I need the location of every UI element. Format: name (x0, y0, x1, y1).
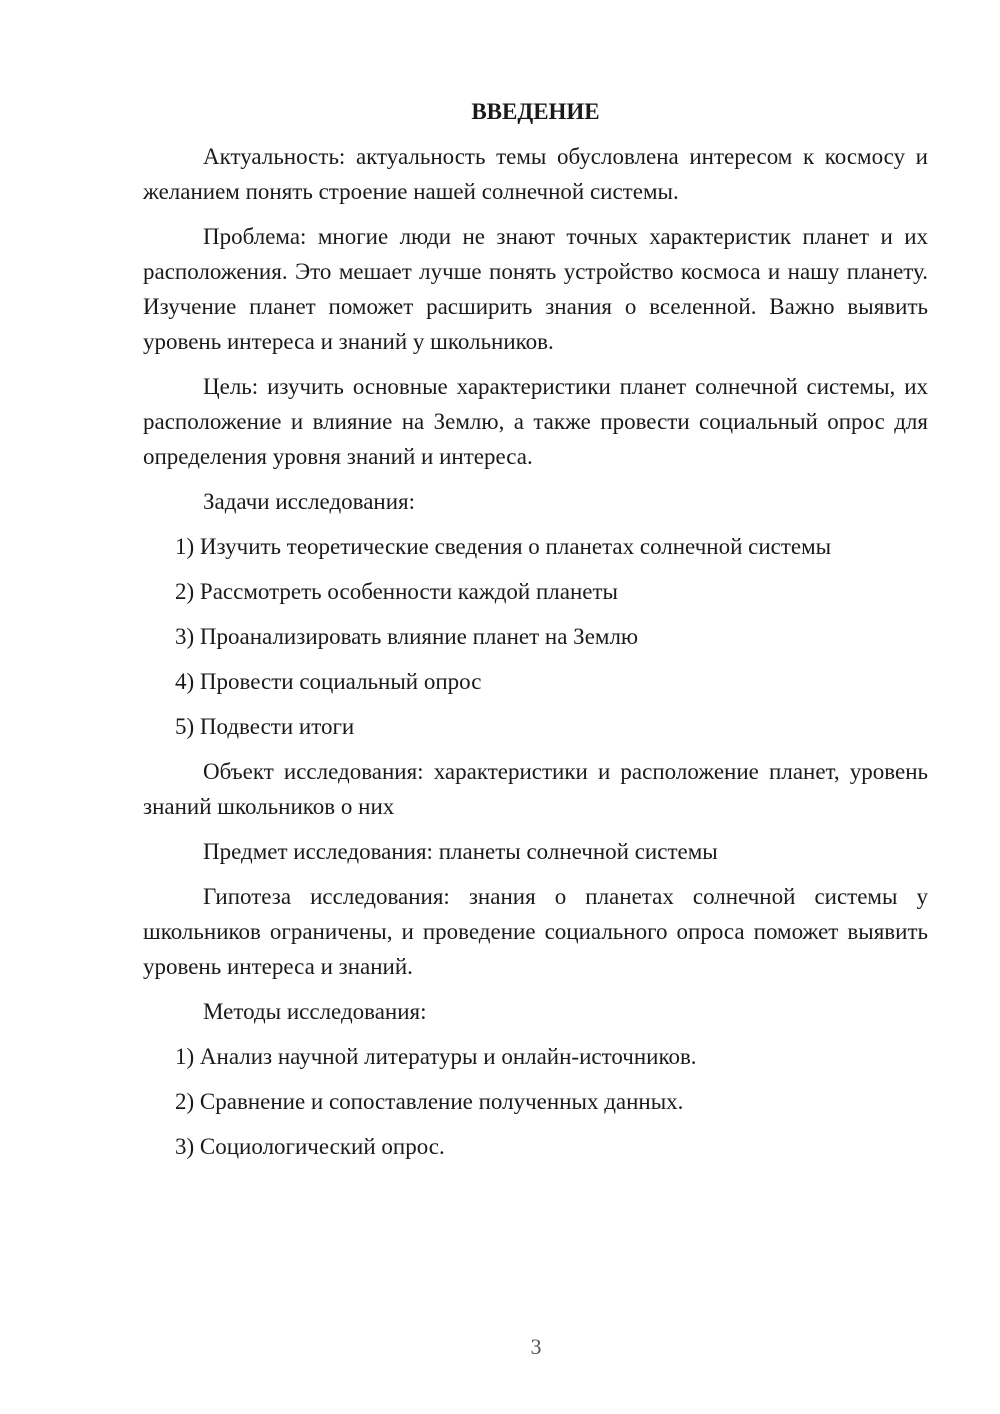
relevance-paragraph: Актуальность: актуальность темы обусловлена интересом к космосу и желанием понять строение нашей солнечной системы. (143, 144, 928, 204)
task-item: 4) Провести социальный опрос (175, 669, 482, 694)
method-item: 1) Анализ научной литературы и онлайн-источников. (175, 1044, 697, 1069)
tasks-heading: Задачи исследования: (203, 489, 416, 514)
hypothesis-paragraph: Гипотеза исследования: знания о планетах солнечной системы у школьников ограничены, и проведение социального опроса поможет выявить уровень интереса и знаний. (143, 884, 928, 979)
task-item: 1) Изучить теоретические сведения о планетах солнечной системы (175, 534, 832, 559)
method-item: 2) Сравнение и сопоставление полученных данных. (175, 1089, 684, 1114)
task-item: 5) Подвести итоги (175, 714, 355, 739)
object-paragraph: Объект исследования: характеристики и расположение планет, уровень знаний школьников о них (143, 759, 928, 819)
goal-paragraph: Цель: изучить основные характеристики планет солнечной системы, их расположение и влияние на Землю, а также провести социальный опрос для определения уровня знаний и интереса. (143, 374, 928, 469)
subject-paragraph: Предмет исследования: планеты солнечной системы (203, 839, 718, 864)
page-number: 3 (530, 1334, 542, 1359)
section-title: ВВЕДЕНИЕ (471, 99, 600, 124)
page-content (143, 94, 928, 1174)
problem-paragraph: Проблема: многие люди не знают точных характеристик планет и их расположения. Это мешает лучше понять устройство космоса и нашу планету. Изучение планет поможет расширить знания о вселенной. Важно выявить уровень интереса и знаний у школьников. (143, 224, 928, 354)
task-item: 2) Рассмотреть особенности каждой планеты (175, 579, 619, 604)
methods-heading: Методы исследования: (203, 999, 427, 1024)
task-item: 3) Проанализировать влияние планет на Землю (175, 624, 639, 649)
method-item: 3) Социологический опрос. (175, 1134, 445, 1159)
